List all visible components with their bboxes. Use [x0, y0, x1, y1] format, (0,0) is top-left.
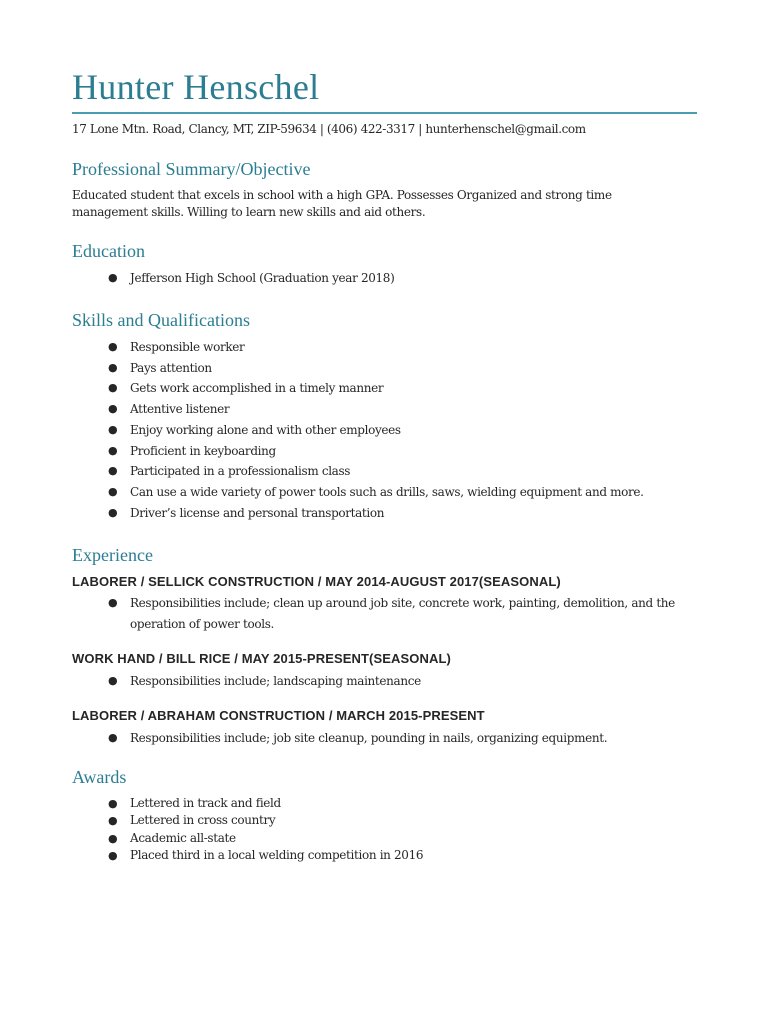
bullet-icon: ●	[108, 674, 118, 687]
list-item: ● Can use a wide variety of power tools such as drills, saws, wielding equipment and more.	[0, 482, 644, 503]
list-item: ● Gets work accomplished in a timely manner	[0, 378, 644, 399]
education-list	[0, 268, 394, 289]
bullet-icon: ●	[108, 443, 118, 457]
list-item: ● Participated in a professionalism class	[0, 461, 644, 482]
bullet-icon: ●	[108, 340, 118, 353]
summary-text: Educated student that excels in school with a high GPA. Possesses Organized and strong time management skills. Willing to learn new skills and aid others.	[72, 188, 612, 219]
awards-heading: Awards	[72, 767, 127, 787]
experience-heading: Experience	[72, 545, 153, 565]
awards-list	[0, 795, 423, 864]
job-duties-list	[0, 593, 690, 634]
list-item: ● Placed third in a local welding competition in 2016	[0, 847, 423, 864]
bullet-icon: ●	[108, 797, 118, 810]
list-item: ● Attentive listener	[0, 399, 644, 420]
list-item: ● Responsibilities include; clean up around job site, concrete work, painting, demolition, and the operation of power tools.	[0, 593, 690, 634]
bullet-icon: ●	[108, 848, 118, 862]
list-item: ● Responsibilities include; landscaping maintenance	[0, 671, 421, 692]
list-item: ● Enjoy working alone and with other employees	[0, 420, 644, 441]
bullet-icon: ●	[108, 814, 118, 828]
list-item: ● Lettered in cross country	[0, 812, 423, 829]
list-item: ● Driver’s license and personal transportation	[0, 503, 644, 524]
list-item: ● Responsibilities include; job site cleanup, pounding in nails, organizing equipment.	[0, 728, 607, 749]
bullet-icon: ●	[108, 484, 118, 498]
resume-name: Hunter Henschel	[72, 67, 320, 107]
list-item: ● Pays attention	[0, 358, 644, 379]
skills-list	[0, 337, 644, 523]
bullet-icon: ●	[108, 505, 118, 519]
list-item: ● Jefferson High School (Graduation year 2018)	[0, 268, 394, 289]
job-title: LABORER / SELLICK CONSTRUCTION / MAY 2014-AUGUST 2017(SEASONAL)	[72, 574, 561, 589]
skills-heading: Skills and Qualifications	[72, 310, 250, 330]
list-item: ● Academic all-state	[0, 830, 423, 847]
bullet-icon: ●	[108, 831, 118, 845]
summary-heading: Professional Summary/Objective	[72, 159, 311, 179]
bullet-icon: ●	[108, 360, 118, 374]
header-divider	[72, 112, 697, 114]
bullet-icon: ●	[108, 596, 118, 609]
bullet-icon: ●	[108, 422, 118, 436]
job-duties-list	[0, 671, 421, 692]
job-duties-list	[0, 728, 607, 749]
job-title: WORK HAND / BILL RICE / MAY 2015-PRESENT(SEASONAL)	[72, 651, 451, 666]
bullet-icon: ●	[108, 381, 118, 395]
contact-line: 17 Lone Mtn. Road, Clancy, MT, ZIP-59634 | (406) 422-3317 | hunterhenschel@gmail.com	[72, 122, 586, 136]
list-item: ● Responsible worker	[0, 337, 644, 358]
job-title: LABORER / ABRAHAM CONSTRUCTION / MARCH 2015-PRESENT	[72, 708, 485, 723]
bullet-icon: ●	[108, 464, 118, 478]
bullet-icon: ●	[108, 731, 118, 744]
education-heading: Education	[72, 241, 145, 261]
bullet-icon: ●	[108, 271, 118, 284]
bullet-icon: ●	[108, 402, 118, 416]
list-item: ● Lettered in track and field	[0, 795, 423, 812]
list-item: ● Proficient in keyboarding	[0, 441, 644, 462]
